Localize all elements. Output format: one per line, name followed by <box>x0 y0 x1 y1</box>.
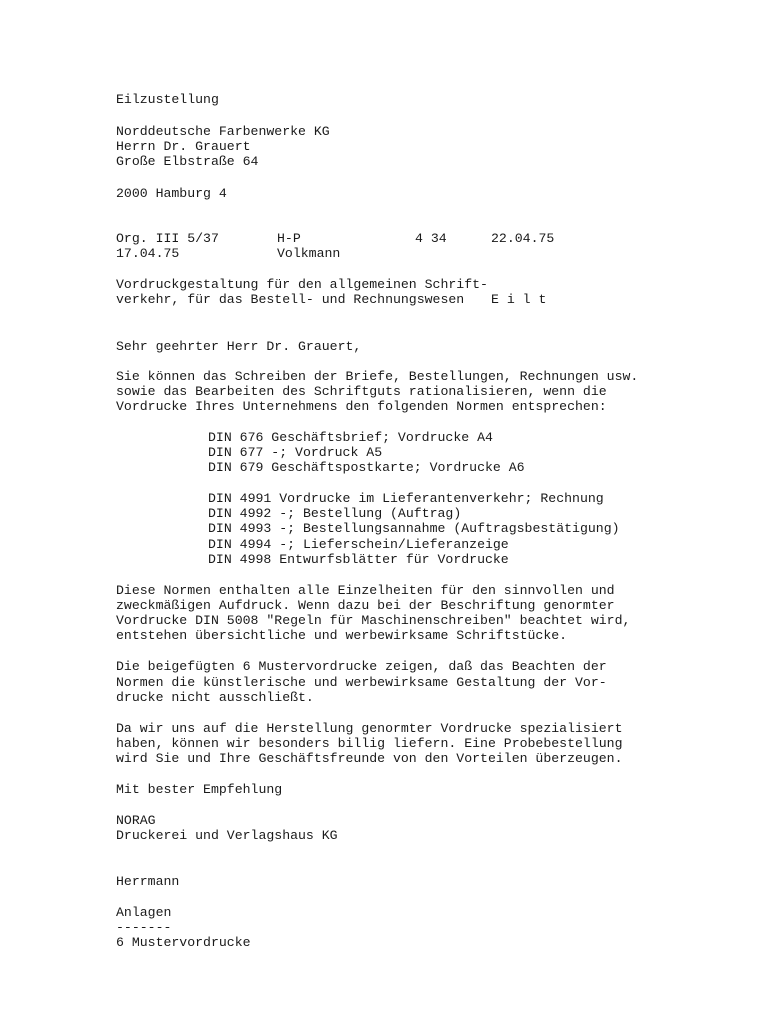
paragraph-4-line-2: haben, können wir besonders billig liefern. Eine Probebestellung <box>116 736 623 751</box>
attachments-underline: ------- <box>116 920 172 935</box>
paragraph-4-line-1: Da wir uns auf die Herstellung genormter Vordrucke spezialisiert <box>116 721 623 736</box>
norm-item: DIN 676 Geschäftsbrief; Vordrucke A4 <box>208 430 493 445</box>
paragraph-2-line-2: zweckmäßigen Aufdruck. Wenn dazu bei der Beschriftung genormter <box>116 598 615 613</box>
reference-contact: Volkmann <box>277 246 341 261</box>
reference-your-date: 17.04.75 <box>116 246 180 261</box>
paragraph-2-line-3: Vordrucke DIN 5008 "Regeln für Maschinenschreiben" beachtet wird, <box>116 613 631 628</box>
norm-item: DIN 4993 -; Bestellungsannahme (Auftragsbestätigung) <box>208 521 620 536</box>
closing: Mit bester Empfehlung <box>116 782 283 797</box>
paragraph-1-line-3: Vordrucke Ihres Unternehmens den folgenden Normen entsprechen: <box>116 399 607 414</box>
sender-name: NORAG <box>116 813 156 828</box>
paragraph-4-line-3: wird Sie und Ihre Geschäftsfreunde von den Vorteilen überzeugen. <box>116 751 623 766</box>
paragraph-1-line-2: sowie das Bearbeiten des Schriftguts rationalisieren, wenn die <box>116 384 607 399</box>
reference-your-ref: Org. III 5/37 <box>116 231 219 246</box>
norm-item: DIN 679 Geschäftspostkarte; Vordrucke A6 <box>208 460 525 475</box>
paragraph-3-line-2: Normen die künstlerische und werbewirksame Gestaltung der Vor- <box>116 675 607 690</box>
sender-company: Druckerei und Verlagshaus KG <box>116 828 338 843</box>
salutation: Sehr geehrter Herr Dr. Grauert, <box>116 339 362 354</box>
norm-item: DIN 4992 -; Bestellung (Auftrag) <box>208 506 462 521</box>
recipient-city: 2000 Hamburg 4 <box>116 186 227 201</box>
signer-name: Herrmann <box>116 874 180 889</box>
norm-item: DIN 4991 Vordrucke im Lieferantenverkehr; Rechnung <box>208 491 604 506</box>
urgent-marker: E i l t <box>491 292 547 307</box>
reference-our-ref: H-P <box>277 231 301 246</box>
paragraph-3-line-3: drucke nicht ausschließt. <box>116 690 314 705</box>
paragraph-3-line-1: Die beigefügten 6 Mustervordrucke zeigen, daß das Beachten der <box>116 659 607 674</box>
norm-item: DIN 677 -; Vordruck A5 <box>208 445 383 460</box>
paragraph-2-line-1: Diese Normen enthalten alle Einzelheiten für den sinnvollen und <box>116 583 615 598</box>
reference-phone: 4 34 <box>415 231 447 246</box>
recipient-street: Große Elbstraße 64 <box>116 154 259 169</box>
reference-date: 22.04.75 <box>491 231 555 246</box>
subject-line-1: Vordruckgestaltung für den allgemeinen Schrift- <box>116 277 488 292</box>
paragraph-2-line-4: entstehen übersichtliche und werbewirksame Schriftstücke. <box>116 628 568 643</box>
attachments-label: Anlagen <box>116 905 172 920</box>
subject-line-2: verkehr, für das Bestell- und Rechnungswesen <box>116 292 465 307</box>
attachments-item: 6 Mustervordrucke <box>116 935 251 950</box>
recipient-person: Herrn Dr. Grauert <box>116 139 251 154</box>
paragraph-1-line-1: Sie können das Schreiben der Briefe, Bestellungen, Rechnungen usw. <box>116 369 639 384</box>
norm-item: DIN 4994 -; Lieferschein/Lieferanzeige <box>208 537 509 552</box>
recipient-company: Norddeutsche Farbenwerke KG <box>116 124 330 139</box>
norm-item: DIN 4998 Entwurfsblätter für Vordrucke <box>208 552 509 567</box>
delivery-note: Eilzustellung <box>116 92 219 107</box>
